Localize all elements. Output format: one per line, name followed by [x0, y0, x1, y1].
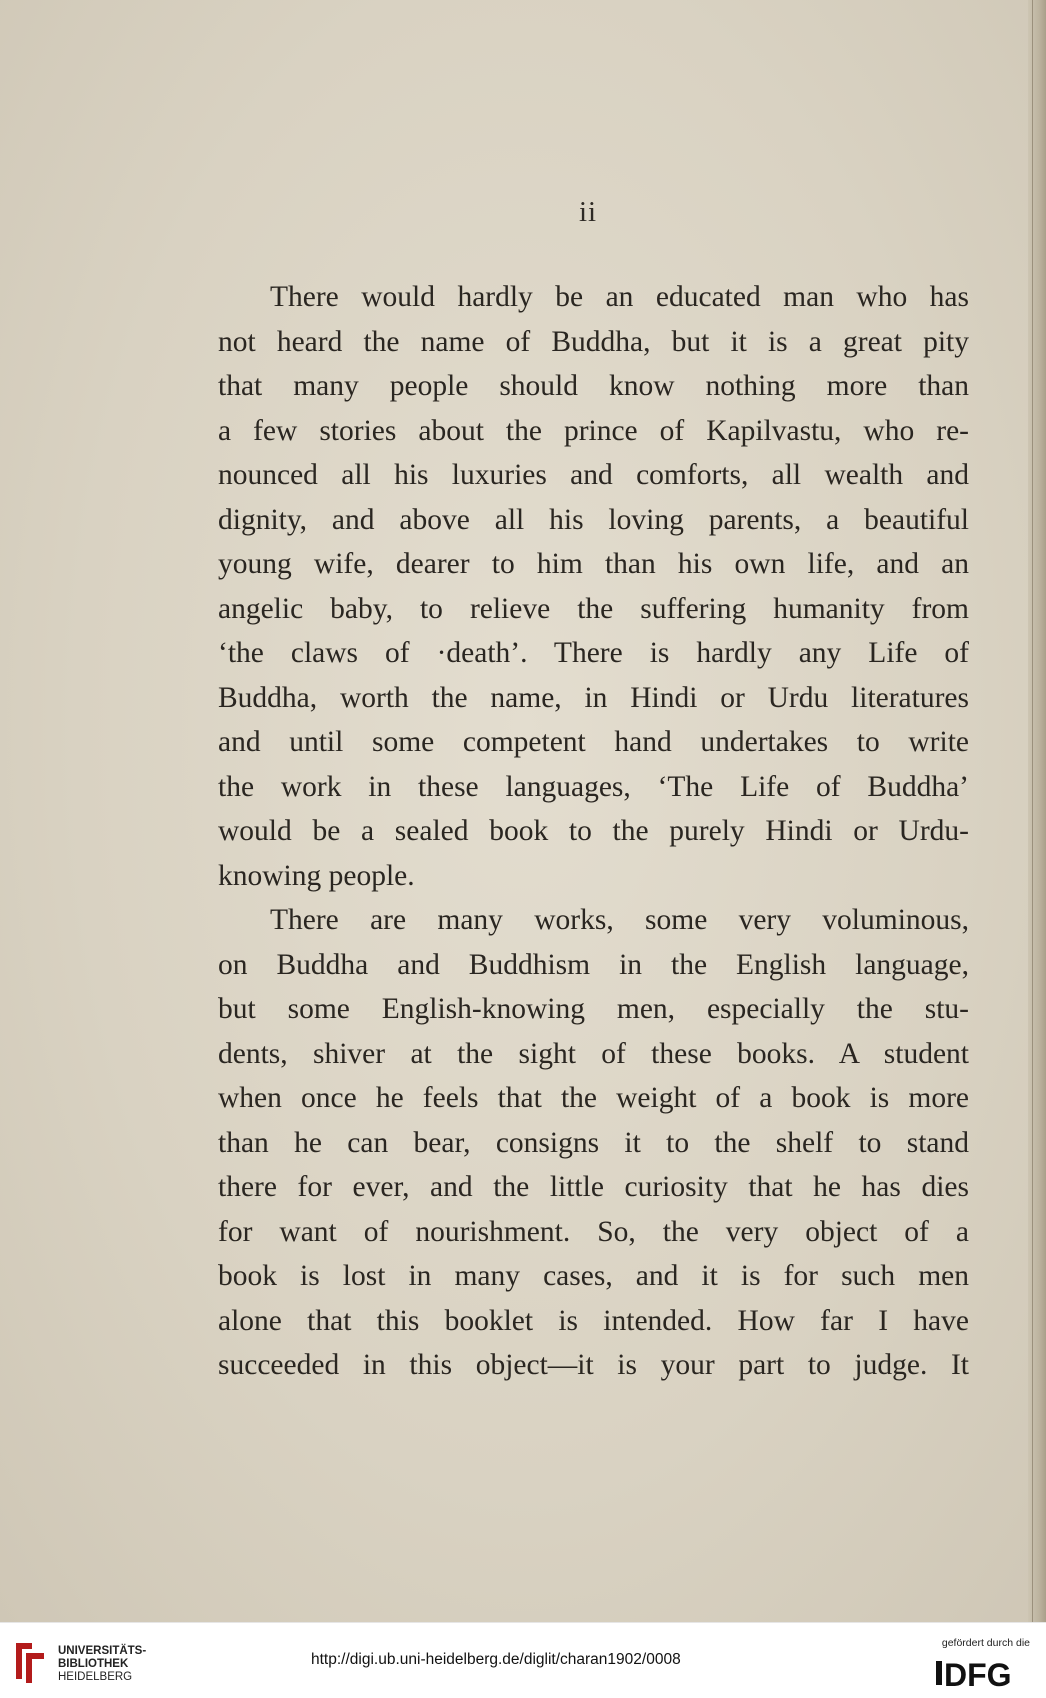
- text-line: would be a sealed book to the purely Hindi or Urdu-: [218, 815, 969, 847]
- sponsor-label: gefördert durch die: [941, 1637, 1030, 1649]
- page-edge: [1028, 0, 1046, 1622]
- sponsor-logo-text: DFG: [944, 1657, 1012, 1689]
- text-line: book is lost in many cases, and it is for such men: [218, 1260, 969, 1292]
- ub-heidelberg-logo-icon[interactable]: [12, 1639, 48, 1685]
- text-line: not heard the name of Buddha, but it is a great pity: [218, 325, 969, 358]
- text-line: succeeded in this object—it is your part to judge. It: [218, 1349, 969, 1381]
- text-line: alone that this booklet is intended. How far I have: [218, 1304, 969, 1337]
- text-line: the work in these languages, ‘The Life of Buddha’: [218, 770, 969, 803]
- text-line: that many people should know nothing more than: [218, 370, 969, 402]
- library-name-line: HEIDELBERG: [58, 1671, 133, 1683]
- library-name-line: UNIVERSITÄTS-: [58, 1645, 147, 1657]
- text-line: for want of nourishment. So, the very object of a: [218, 1215, 969, 1248]
- body-text: [218, 275, 969, 1388]
- text-line: angelic baby, to relieve the suffering humanity from: [218, 592, 969, 625]
- text-line: Buddha, worth the name, in Hindi or Urdu literatures: [218, 681, 969, 714]
- text-line: when once he feels that the weight of a book is more: [218, 1082, 969, 1114]
- text-line: and until some competent hand undertakes to write: [218, 726, 969, 758]
- text-line: nounced all his luxuries and comforts, all wealth and: [218, 459, 969, 491]
- text-line: than he can bear, consigns it to the shelf to stand: [218, 1126, 969, 1159]
- paragraph-1: [218, 275, 969, 898]
- text-line: There would hardly be an educated man who has: [270, 281, 969, 313]
- text-line: there for ever, and the little curiosity that he has dies: [218, 1171, 969, 1203]
- text-line: dignity, and above all his loving parents, a beautiful: [218, 503, 969, 536]
- text-line: but some English-knowing men, especially the stu-: [218, 993, 969, 1025]
- dfg-logo-icon[interactable]: [936, 1657, 1032, 1689]
- viewer-footer: [0, 1622, 1046, 1698]
- library-name[interactable]: [58, 1645, 146, 1684]
- paragraph-2: [218, 898, 969, 1388]
- text-line: There are many works, some very voluminous,: [270, 904, 969, 936]
- text-line: young wife, dearer to him than his own life, and an: [218, 548, 969, 580]
- page-number: ii: [579, 196, 598, 228]
- permalink[interactable]: http://digi.ub.uni-heidelberg.de/diglit/charan1902/0008: [311, 1651, 681, 1668]
- text-line: knowing people.: [218, 859, 415, 892]
- text-line: ‘the claws of ·death’. There is hardly any Life of: [218, 637, 969, 669]
- library-name-line: BIBLIOTHEK: [58, 1658, 129, 1670]
- text-line: a few stories about the prince of Kapilvastu, who re-: [218, 414, 969, 447]
- text-line: on Buddha and Buddhism in the English language,: [218, 948, 969, 981]
- text-line: dents, shiver at the sight of these books. A student: [218, 1037, 969, 1070]
